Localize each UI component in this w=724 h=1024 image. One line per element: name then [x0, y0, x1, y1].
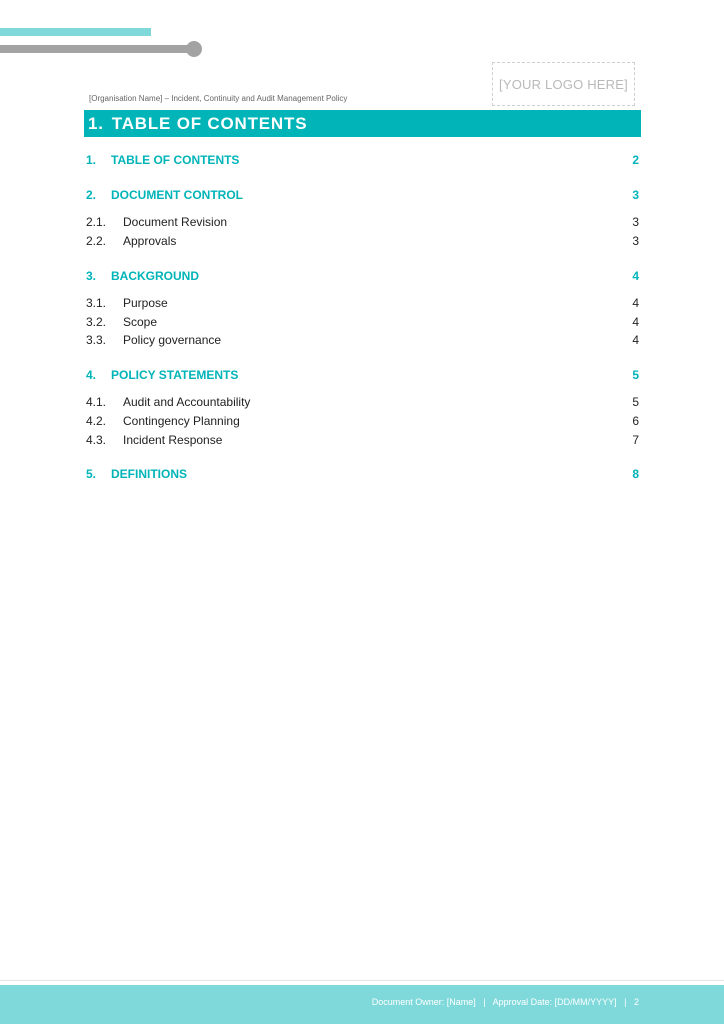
- footer-text: Document Owner: [Name] | Approval Date: [DD/MM/YYYY] | 2: [371, 997, 639, 1007]
- toc-entry-page: 8: [632, 467, 639, 481]
- toc-entry-title: POLICY STATEMENTS: [111, 368, 239, 382]
- toc-subentry-number: 2.1.: [86, 215, 107, 229]
- logo-placeholder: [492, 62, 635, 106]
- toc-subentry-page: 4: [632, 315, 639, 329]
- toc-subentry[interactable]: [86, 315, 639, 329]
- logo-placeholder-text: [YOUR LOGO HERE]: [499, 76, 628, 92]
- toc-subentry-page: 6: [632, 414, 639, 428]
- toc-subentry-page: 5: [632, 395, 639, 409]
- toc-subentry[interactable]: [86, 234, 639, 248]
- toc-entry[interactable]: [86, 153, 639, 167]
- toc-subentry[interactable]: [86, 414, 639, 428]
- toc-subentry-number: 3.3.: [86, 333, 107, 347]
- toc-entry[interactable]: [86, 368, 639, 382]
- toc-subentry-page: 4: [632, 333, 639, 347]
- toc-subentry-number: 4.2.: [86, 414, 107, 428]
- toc-entry-title: TABLE OF CONTENTS: [111, 153, 240, 167]
- header-grey-bar: [0, 45, 192, 53]
- toc-entry-number: 3.: [86, 269, 97, 283]
- section-heading-number: 1.: [88, 113, 104, 133]
- section-heading: [84, 110, 641, 137]
- toc-subentry-number: 4.1.: [86, 395, 107, 409]
- toc-entry-page: 5: [632, 368, 639, 382]
- toc-entry-page: 2: [632, 153, 639, 167]
- toc-subentry-number: 3.1.: [86, 296, 107, 310]
- header-accent-bar: [0, 28, 151, 36]
- toc-subentry-title: Audit and Accountability: [123, 395, 251, 409]
- toc-subentry-page: 3: [632, 215, 639, 229]
- toc-subentry[interactable]: [86, 215, 639, 229]
- toc-entry-number: 2.: [86, 188, 97, 202]
- toc-subentry-number: 2.2.: [86, 234, 107, 248]
- toc-entry-page: 4: [632, 269, 639, 283]
- toc-entry[interactable]: [86, 467, 639, 481]
- toc-subentry-title: Contingency Planning: [123, 414, 240, 428]
- toc-subentry-page: 4: [632, 296, 639, 310]
- toc-subentry-page: 7: [632, 433, 639, 447]
- toc-subentry-page: 3: [632, 234, 639, 248]
- toc-subentry-number: 4.3.: [86, 433, 107, 447]
- toc-entry-number: 5.: [86, 467, 97, 481]
- toc-subentry-title: Scope: [123, 315, 158, 329]
- toc-subentry[interactable]: [86, 433, 639, 447]
- toc-subentry-number: 3.2.: [86, 315, 107, 329]
- running-header: [Organisation Name] – Incident, Continuity and Audit Management Policy: [89, 94, 348, 103]
- footer-divider: [0, 980, 724, 981]
- toc-subentry-title: Purpose: [123, 296, 168, 310]
- toc-entry[interactable]: [86, 188, 639, 202]
- toc-entry-title: BACKGROUND: [111, 269, 199, 283]
- toc-subentry-title: Approvals: [123, 234, 177, 248]
- toc-subentry-title: Incident Response: [123, 433, 223, 447]
- toc-entry-title: DOCUMENT CONTROL: [111, 188, 243, 202]
- toc-subentry[interactable]: [86, 395, 639, 409]
- toc-subentry[interactable]: [86, 296, 639, 310]
- toc-entry-page: 3: [632, 188, 639, 202]
- section-heading-title: TABLE OF CONTENTS: [111, 113, 308, 133]
- toc-entry-number: 4.: [86, 368, 97, 382]
- toc-entry[interactable]: [86, 269, 639, 283]
- toc-subentry-title: Document Revision: [123, 215, 228, 229]
- toc-subentry-title: Policy governance: [123, 333, 222, 347]
- toc-entry-title: DEFINITIONS: [111, 467, 188, 481]
- header-grey-dot: [186, 41, 202, 57]
- toc-subentry[interactable]: [86, 333, 639, 347]
- toc-entry-number: 1.: [86, 153, 97, 167]
